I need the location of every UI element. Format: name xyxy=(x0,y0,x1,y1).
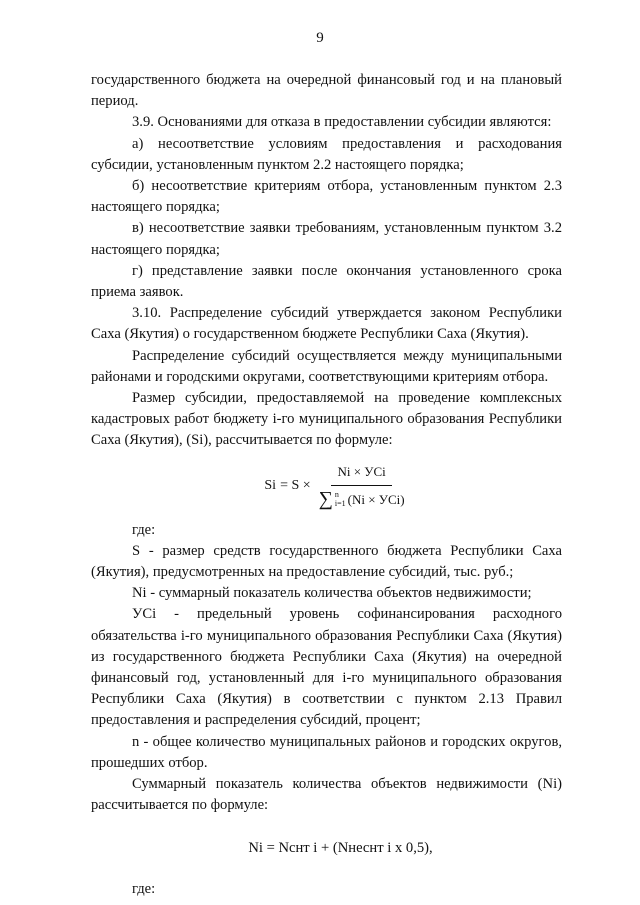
paragraphs-top xyxy=(91,70,562,452)
formula-lhs: Si xyxy=(264,478,277,494)
sum-limits xyxy=(335,490,346,508)
sum-upper: n xyxy=(334,490,339,500)
paragraph: S - размер средств государственного бюджета Республики Саха (Якутия), предусмотренных на предоставление субсидий, тыс. руб.; xyxy=(91,542,562,581)
formula-denominator xyxy=(315,486,409,510)
paragraph: n - общее количество муниципальных районов и городских округов, прошедших отбор. xyxy=(91,733,562,771)
paragraph: где: xyxy=(132,521,156,538)
paragraph: 3.9. Основаниями для отказа в предоставлении субсидии являются: xyxy=(132,114,552,131)
paragraph: б) несоответствие критериям отбора, установленным пунктом 2.3 настоящего порядка; xyxy=(91,178,562,216)
denominator-body: (Ni × УСi) xyxy=(347,491,405,507)
paragraph: Распределение субсидий осуществляется между муниципальными районами и городскими округами, соответствующими критериям отбора. xyxy=(91,347,562,385)
paragraph: где: xyxy=(132,880,156,897)
paragraph: а) несоответствие условиям предоставления и расходования субсидии, установленным пунктом 2.2 настоящего порядка; xyxy=(91,135,562,173)
paragraph: УСi - предельный уровень софинансирования расходного обязательства i-го муниципального образования Республики Саха (Якутия) из государственного бюджета Республики Саха (Якутия) на очередной финансовый год, установленный для i-го муниципального образования Республики Саха (Якутия) в соответствии с пунктом 2.13 Правил предоставления и распределения субсидий, процент; xyxy=(91,606,562,729)
paragraph: Суммарный показатель количества объектов недвижимости (Ni) рассчитывается по формуле: xyxy=(91,776,562,814)
paragraphs-mid xyxy=(91,520,562,817)
formula-numerator: Ni × УСi xyxy=(331,461,391,485)
sum-lower: i=1 xyxy=(334,499,346,509)
sigma-symbol: ∑ xyxy=(318,488,333,511)
paragraph: Размер субсидии, предоставляемой на проведение комплексных кадастровых работ бюджету i-го муниципального образования Республики Саха (Якутия), (Si), рассчитывается по формуле: xyxy=(91,390,562,449)
ni-formula: Ni = Nснт i + (Nнеснт i х 0,5), xyxy=(248,839,433,856)
formula-eq: = S × xyxy=(280,478,311,494)
paragraph: государственного бюджета на очередной финансовый год и на плановый период. xyxy=(91,72,562,110)
paragraphs-bottom xyxy=(91,879,562,900)
subsidy-formula xyxy=(111,452,562,520)
paragraph: 3.10. Распределение субсидий утверждается законом Республики Саха (Якутия) о государственном бюджете Республики Саха (Якутия). xyxy=(91,305,562,343)
paragraph: Ni - суммарный показатель количества объектов недвижимости; xyxy=(132,585,532,602)
paragraph: в) несоответствие заявки требованиям, установленным пунктом 3.2 настоящего порядка; xyxy=(91,220,562,258)
formula-fraction xyxy=(315,461,409,509)
document-body xyxy=(91,70,562,900)
page-number: 9 xyxy=(316,30,324,46)
paragraph: г) представление заявки после окончания установленного срока приема заявок. xyxy=(91,262,562,301)
